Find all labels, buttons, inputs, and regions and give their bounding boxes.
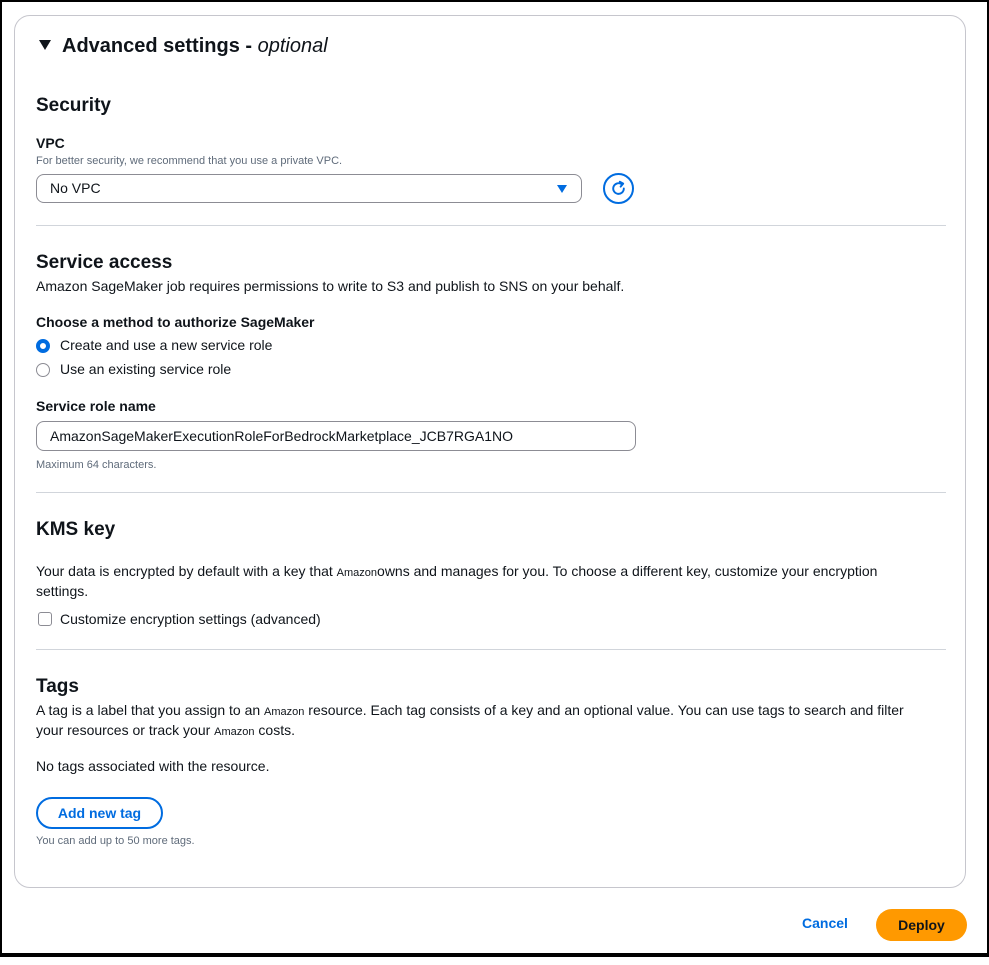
no-tags-text: No tags associated with the resource. (36, 758, 270, 774)
kms-desc-part2: owns and manages for you. To choose a different key, customize your encryption (377, 563, 878, 579)
radio-use-existing-role-label[interactable]: Use an existing service role (60, 361, 232, 377)
kms-description-line2: settings. (36, 583, 89, 599)
advanced-settings-toggle[interactable] (62, 33, 328, 59)
radio-create-new-role[interactable] (36, 339, 50, 353)
refresh-button[interactable] (603, 173, 634, 204)
title-separator: - (239, 35, 258, 57)
vpc-select-value: No VPC (50, 180, 101, 196)
section-divider (36, 225, 946, 226)
service-role-name-hint: Maximum 64 characters. (36, 459, 157, 471)
section-divider (36, 649, 946, 650)
radio-use-existing-role[interactable] (36, 363, 50, 377)
vpc-label: VPC (36, 135, 65, 151)
advanced-settings-panel (14, 15, 966, 888)
vpc-select[interactable] (36, 174, 582, 203)
vpc-description: For better security, we recommend that you use a private VPC. (36, 155, 343, 167)
service-role-name-input[interactable] (36, 421, 636, 451)
refresh-icon (610, 180, 627, 197)
tags-desc-part3: your resources or track your (36, 722, 215, 738)
tags-desc-part1: A tag is a label that you assign to an (36, 702, 265, 718)
tags-desc-part2: resource. Each tag consists of a key and an optional value. You can use tags to search and filter (304, 702, 904, 718)
tags-description-line1 (36, 700, 904, 722)
tags-heading: Tags (36, 676, 79, 697)
section-divider (36, 492, 946, 493)
tags-description-line2 (36, 720, 295, 742)
optional-label: optional (257, 35, 328, 57)
customize-encryption-label[interactable]: Customize encryption settings (advanced) (60, 611, 321, 627)
tags-desc-amazon: Amazon (264, 706, 305, 718)
caret-down-icon[interactable] (39, 40, 51, 50)
cancel-button[interactable]: Cancel (802, 915, 848, 931)
service-access-heading: Service access (36, 252, 173, 273)
service-access-description: Amazon SageMaker job requires permissions to write to S3 and publish to SNS on your behalf. (36, 278, 625, 294)
customize-encryption-checkbox[interactable] (38, 612, 52, 626)
service-role-name-label: Service role name (36, 398, 156, 414)
kms-description-line1 (36, 561, 877, 583)
kms-desc-part1: Your data is encrypted by default with a key that (36, 563, 337, 579)
radio-create-new-role-label[interactable]: Create and use a new service role (60, 337, 273, 353)
kms-key-heading: KMS key (36, 519, 116, 540)
add-new-tag-button[interactable]: Add new tag (36, 797, 163, 829)
tags-desc-amazon-2: Amazon (214, 726, 255, 738)
advanced-settings-title: Advanced settings (62, 35, 240, 57)
authorize-method-label: Choose a method to authorize SageMaker (36, 314, 315, 330)
tags-limit-hint: You can add up to 50 more tags. (36, 835, 195, 847)
kms-desc-amazon: Amazon (336, 567, 378, 579)
security-heading: Security (36, 95, 111, 116)
deploy-button[interactable]: Deploy (876, 909, 967, 941)
tags-desc-part4: costs. (254, 722, 295, 738)
dropdown-arrow-icon (557, 185, 567, 193)
